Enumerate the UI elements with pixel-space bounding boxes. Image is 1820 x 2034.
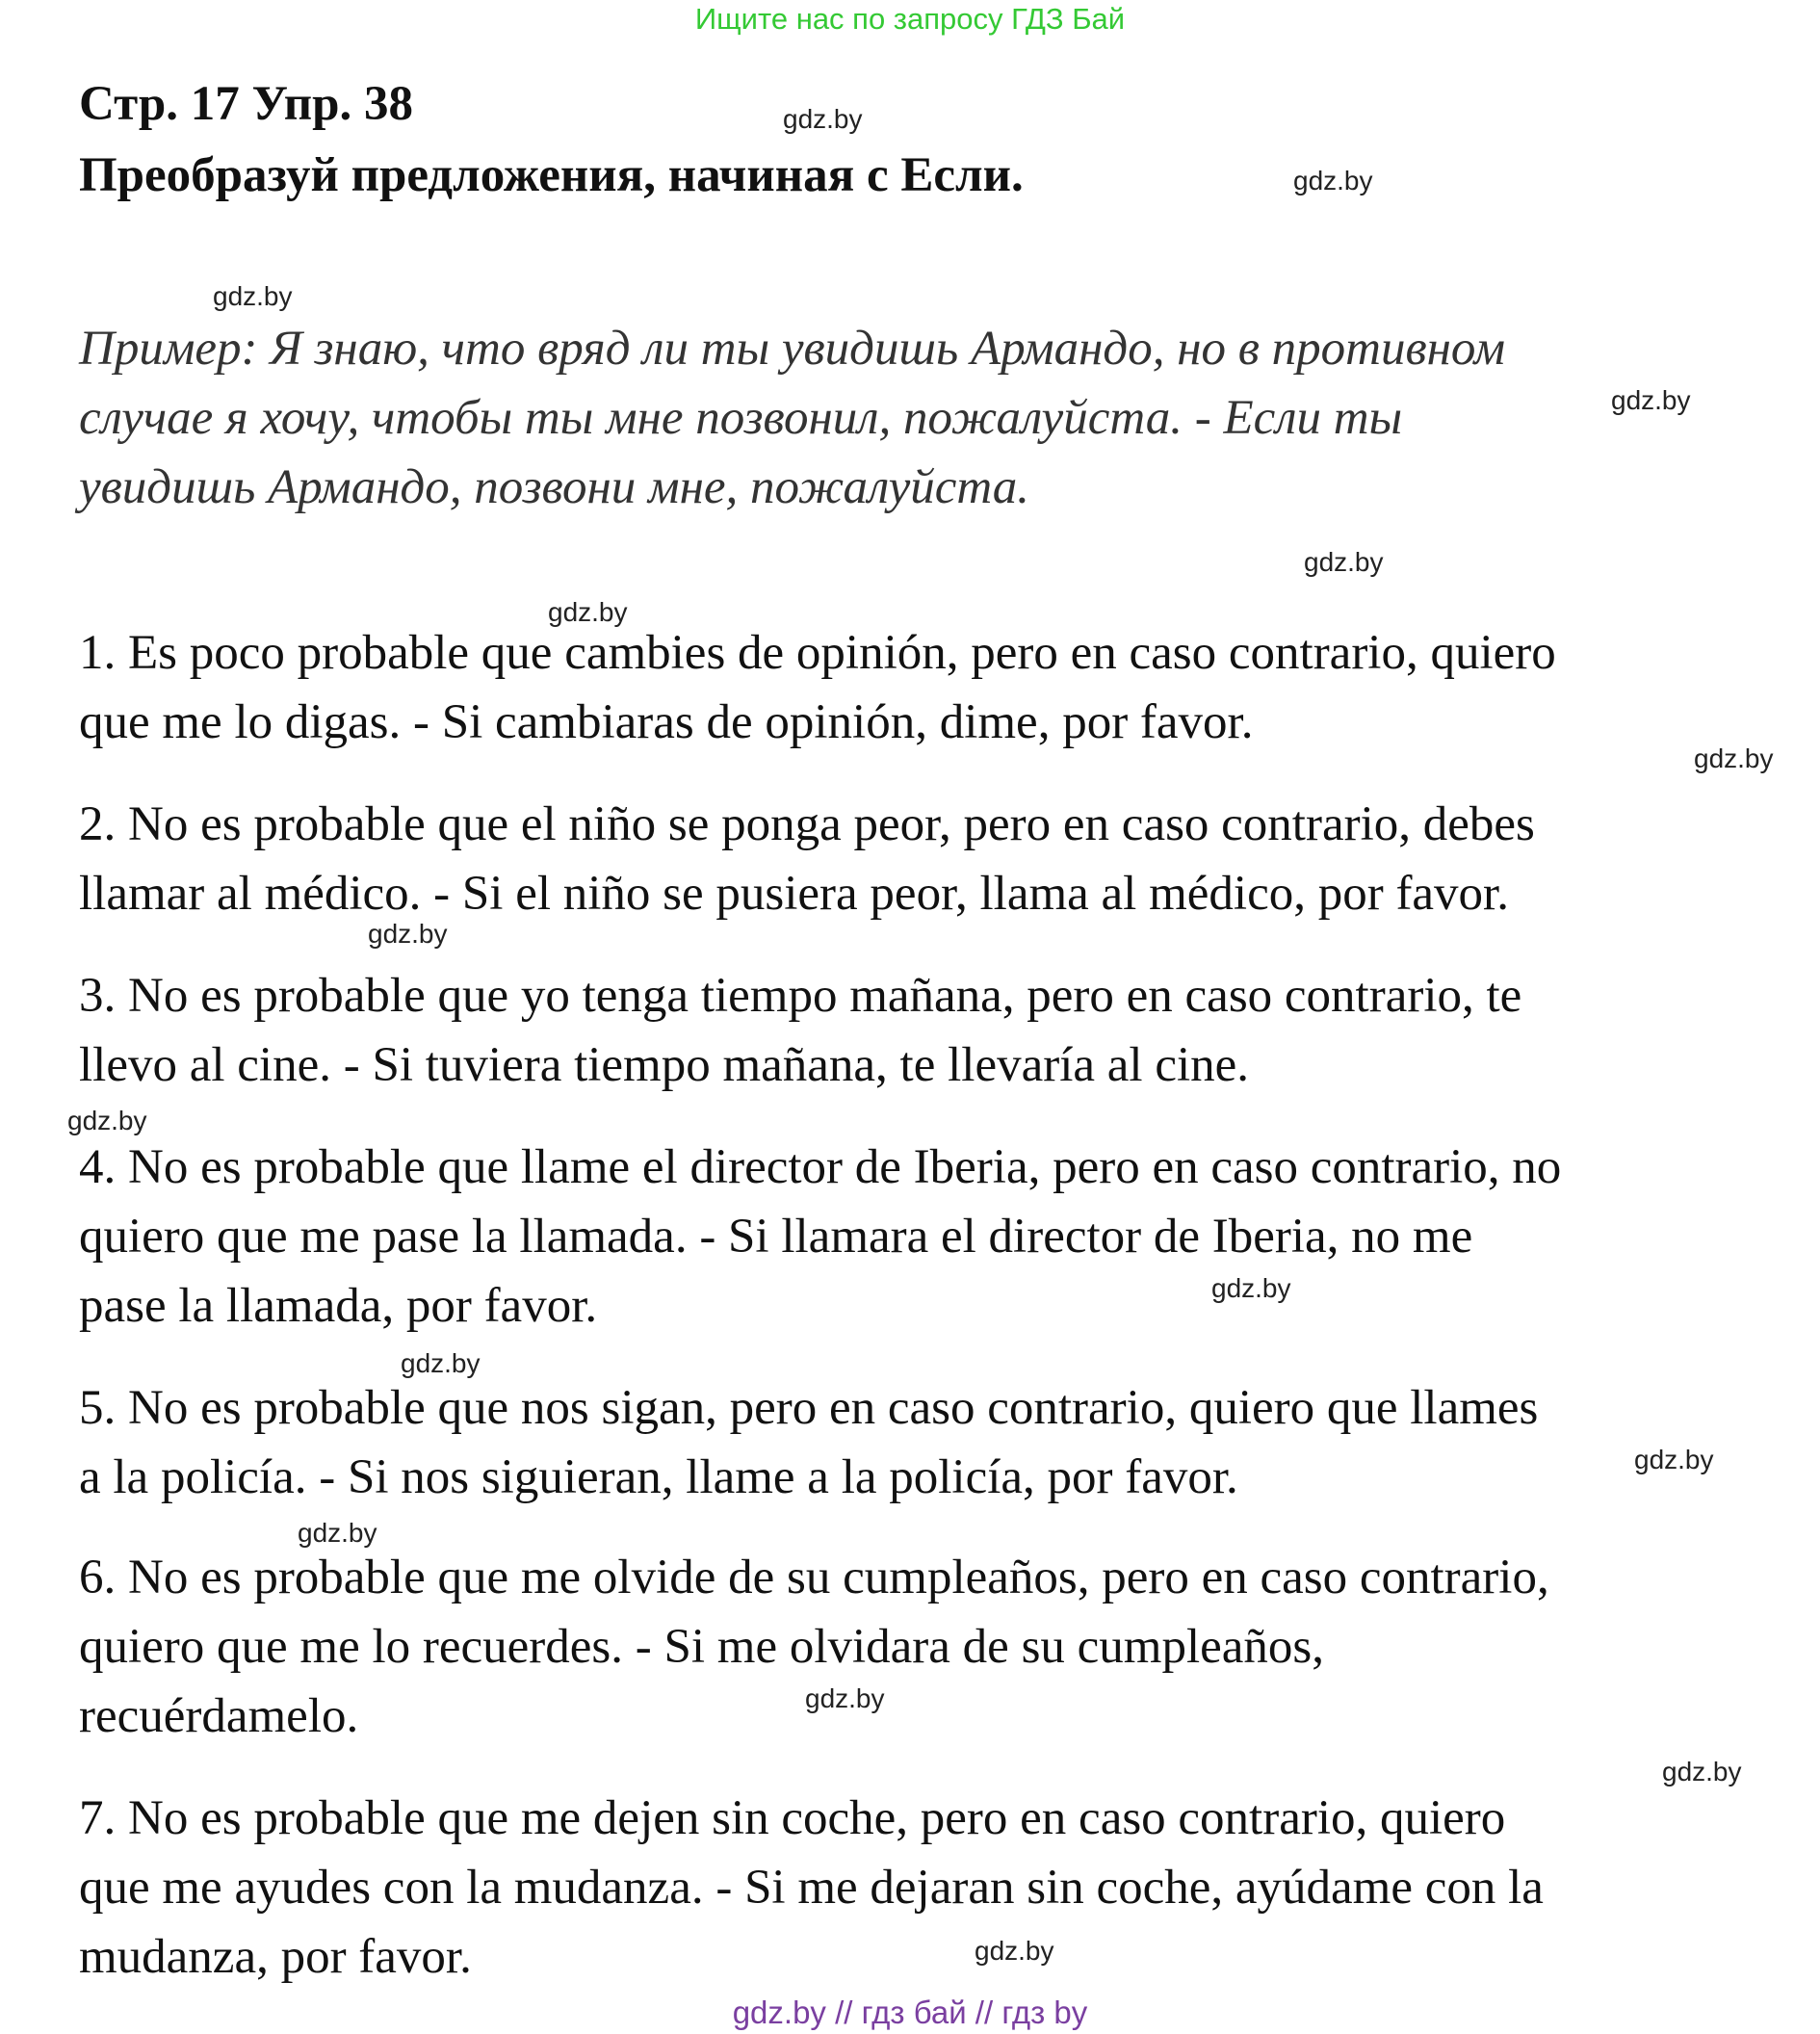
item-line: mudanza, por favor. xyxy=(79,1930,472,1984)
watermark-label: gdz.by xyxy=(1211,1273,1291,1303)
example-line: Пример: Я знаю, что вряд ли ты увидишь Армандо, но в противном xyxy=(79,322,1506,376)
watermark-label: gdz.by xyxy=(1611,385,1691,415)
item-line: 6. No es probable que me olvide de su cumpleaños, pero en caso contrario, xyxy=(79,1551,1549,1604)
exercise-item-1 xyxy=(79,618,1793,757)
example-block xyxy=(79,314,1735,522)
exercise-item-6 xyxy=(79,1543,1793,1751)
item-line: 5. No es probable que nos sigan, pero en caso contrario, quiero que llames xyxy=(79,1381,1539,1435)
item-line: que me lo digas. - Si cambiaras de opinión, dime, por favor. xyxy=(79,695,1254,749)
watermark-label: gdz.by xyxy=(1293,166,1373,196)
example-line: увидишь Армандо, позвони мне, пожалуйста. xyxy=(79,460,1030,514)
watermark-label: gdz.by xyxy=(401,1348,481,1378)
item-line: pase la llamada, por favor. xyxy=(79,1279,598,1333)
footer-links: gdz.by // гдз бай // гдз by xyxy=(732,1995,1088,2030)
item-line: quiero que me pase la llamada. - Si llamara el director de Iberia, no me xyxy=(79,1210,1473,1264)
exercise-item-7 xyxy=(79,1784,1793,1992)
watermark-label: gdz.by xyxy=(1662,1757,1742,1786)
watermark-label: gdz.by xyxy=(783,104,863,134)
item-line: que me ayudes con la mudanza. - Si me dejaran sin coche, ayúdame con la xyxy=(79,1861,1544,1915)
watermark-label: gdz.by xyxy=(1694,743,1774,773)
item-line: recuérdamelo. xyxy=(79,1689,359,1743)
page-exercise-title: Стр. 17 Упр. 38 xyxy=(79,77,413,131)
item-line: llamar al médico. - Si el niño se pusiera peor, llama al médico, por favor. xyxy=(79,867,1509,921)
exercise-item-5 xyxy=(79,1373,1793,1512)
watermark-label: gdz.by xyxy=(805,1683,885,1713)
watermark-label: gdz.by xyxy=(368,919,448,949)
item-line: 4. No es probable que llame el director de Iberia, pero en caso contrario, no xyxy=(79,1140,1562,1194)
example-line: случае я хочу, чтобы ты мне позвонил, пожалуйста. - Если ты xyxy=(79,391,1403,445)
item-line: 2. No es probable que el niño se ponga peor, pero en caso contrario, debes xyxy=(79,797,1535,851)
item-line: 3. No es probable que yo tenga tiempo mañana, pero en caso contrario, te xyxy=(79,969,1522,1023)
watermark-label: gdz.by xyxy=(1634,1445,1714,1474)
item-line: a la policía. - Si nos siguieran, llame a la policía, por favor. xyxy=(79,1450,1238,1504)
item-line: llevo al cine. - Si tuviera tiempo mañana, te llevaría al cine. xyxy=(79,1038,1250,1092)
watermark-label: gdz.by xyxy=(975,1936,1054,1966)
search-banner: Ищите нас по запросу ГДЗ Бай xyxy=(694,2,1126,36)
task-instruction: Преобразуй предложения, начиная с Если. xyxy=(79,148,1024,202)
exercise-item-2 xyxy=(79,790,1793,928)
item-line: 1. Es poco probable que cambies de opinión, pero en caso contrario, quiero xyxy=(79,626,1556,680)
watermark-label: gdz.by xyxy=(548,597,628,627)
watermark-label: gdz.by xyxy=(67,1106,147,1135)
exercise-item-3 xyxy=(79,961,1793,1100)
item-line: quiero que me lo recuerdes. - Si me olvidara de su cumpleaños, xyxy=(79,1620,1325,1674)
watermark-label: gdz.by xyxy=(298,1518,377,1548)
watermark-label: gdz.by xyxy=(1304,547,1384,577)
watermark-label: gdz.by xyxy=(213,281,293,311)
item-line: 7. No es probable que me dejen sin coche, pero en caso contrario, quiero xyxy=(79,1791,1506,1845)
exercise-item-4 xyxy=(79,1133,1793,1341)
